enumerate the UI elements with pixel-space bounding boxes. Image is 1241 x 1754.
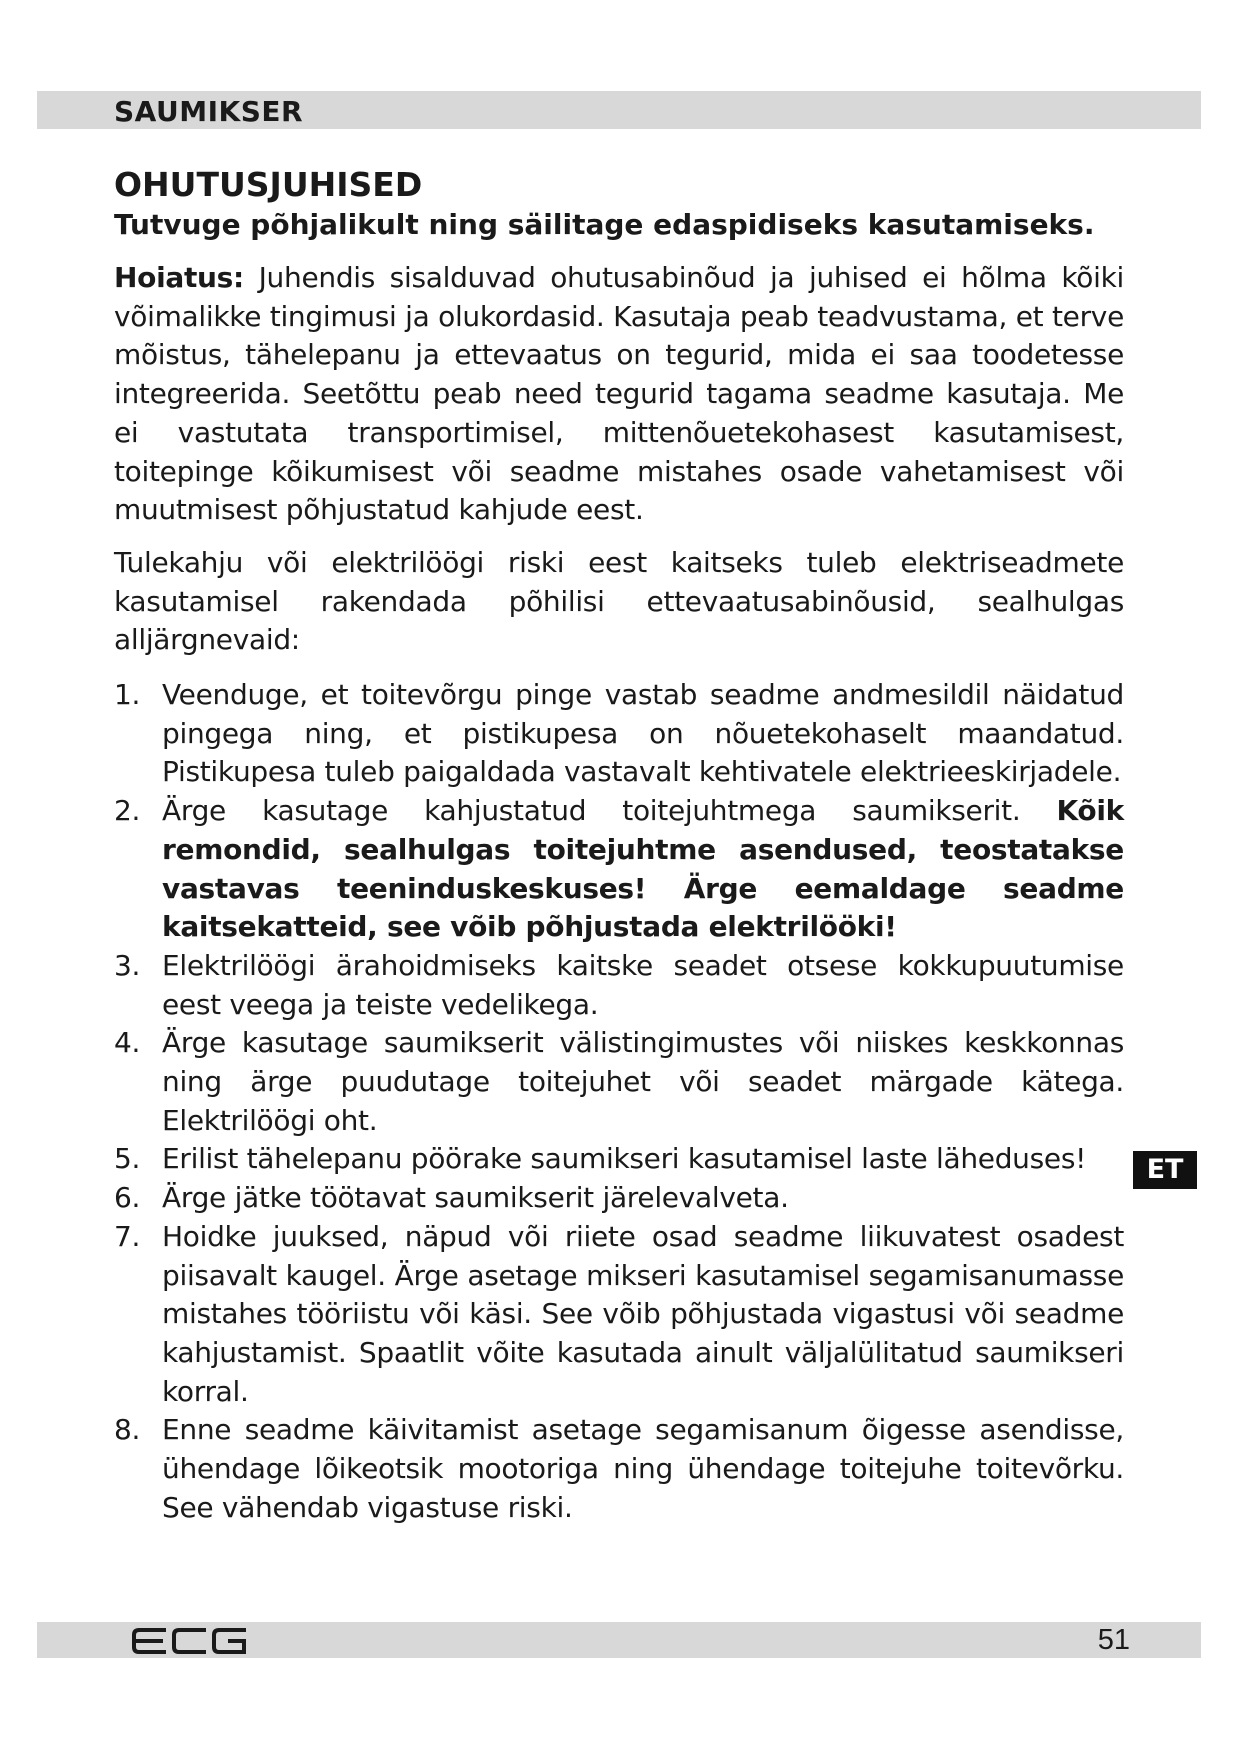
warning-label: Hoiatus: bbox=[114, 261, 244, 294]
list-item-bold-text: Kõik remondid, sealhulgas toitejuhtme asendused, teostatakse vastavas teeninduskeskuses! Ärge eemaldage seadme kaitsekatteid, see võib põhjustada elektrilööki! bbox=[162, 794, 1124, 944]
safety-rules-list bbox=[114, 676, 1124, 1527]
list-item bbox=[114, 1140, 1124, 1179]
list-item-text: Ärge jätke töötavat saumikserit järelevalveta. bbox=[162, 1181, 789, 1215]
header-title: SAUMIKSER bbox=[114, 95, 304, 128]
list-item-number: 1. bbox=[114, 678, 141, 712]
list-item-text: Ärge kasutage saumikserit välistingimustes või niiskes keskkonnas ning ärge puudutage toitejuhet või seadet märgade kätega. Elektrilöögi oht. bbox=[162, 1026, 1124, 1137]
ecg-logo bbox=[131, 1627, 249, 1655]
list-item-text: Enne seadme käivitamist asetage segamisanum õigesse asendisse, ühendage lõikeotsik mootoriga ning ühendage toitejuhe toitevõrku. See vähendab vigastuse riski. bbox=[162, 1413, 1124, 1524]
warning-text: Juhendis sisalduvad ohutusabinõud ja juhised ei hõlma kõiki võimalikke tingimusi ja olukordasid. Kasutaja peab teadvustama, et terve mõistus, tähelepanu ja ettevaatus on tegurid, mida ei saa toodetesse integreerida. Seetõttu peab need tegurid tagama seadme kasutaja. Me ei vastutata transportimisel, mittenõuetekohasest kasutamisest, toitepinge kõikumisest või seadme mistahes osade vahetamisest või muutmisest põhjustatud kahjude eest. bbox=[114, 261, 1125, 527]
list-item-text: Veenduge, et toitevõrgu pinge vastab seadme andmesildil näidatud pingega ning, et pistikupesa on nõuetekohaselt maandatud. Pistikupesa tuleb paigaldada vastavalt kehtivatele elektrieeskirjadele. bbox=[162, 678, 1124, 789]
list-item-text: Hoidke juuksed, näpud või riiete osad seadme liikuvatest osadest piisavalt kaugel. Ärge asetage mikseri kasutamisel segamisanumasse mistahes tööriistu või käsi. See võib põhjustada vigastusi või seadme kahjustamist. Spaatlit võite kasutada ainult väljalülitatud saumikseri korral. bbox=[162, 1219, 1124, 1408]
list-item-number: 7. bbox=[114, 1219, 141, 1253]
list-item bbox=[114, 1024, 1124, 1140]
list-item-number: 8. bbox=[114, 1413, 141, 1447]
list-item-number: 4. bbox=[114, 1026, 141, 1060]
list-item bbox=[114, 1218, 1124, 1412]
list-item bbox=[114, 1179, 1124, 1218]
list-item bbox=[114, 947, 1124, 1024]
language-tab: ET bbox=[1133, 1151, 1197, 1189]
list-item bbox=[114, 676, 1124, 792]
list-item bbox=[114, 792, 1124, 947]
list-item-number: 6. bbox=[114, 1181, 141, 1215]
list-item-text: Erilist tähelepanu pöörake saumikseri kasutamisel laste läheduses! bbox=[162, 1142, 1087, 1176]
list-item-number: 5. bbox=[114, 1142, 141, 1176]
list-item-text: Ärge kasutage kahjustatud toitejuhtmega saumikserit. bbox=[162, 794, 1021, 828]
list-item-number: 3. bbox=[114, 948, 141, 982]
section-title: OHUTUSJUHISED bbox=[114, 165, 423, 204]
list-item-text: Elektrilöögi ärahoidmiseks kaitske seadet otsese kokkupuutumise eest veega ja teiste vedelikega. bbox=[162, 948, 1124, 1021]
warning-paragraph bbox=[114, 259, 1124, 530]
intro-paragraph: Tulekahju või elektrilöögi riski eest kaitseks tuleb elektriseadmete kasutamisel rakendada põhilisi ettevaatusabinõusid, sealhulgas alljärgnevaid: bbox=[114, 545, 1124, 657]
list-item-number: 2. bbox=[114, 794, 141, 828]
page-number: 51 bbox=[1097, 1624, 1130, 1656]
main-content bbox=[114, 165, 1124, 1528]
section-subtitle: Tutvuge põhjalikult ning säilitage edaspidiseks kasutamiseks. bbox=[114, 208, 1095, 241]
list-item bbox=[114, 1411, 1124, 1527]
